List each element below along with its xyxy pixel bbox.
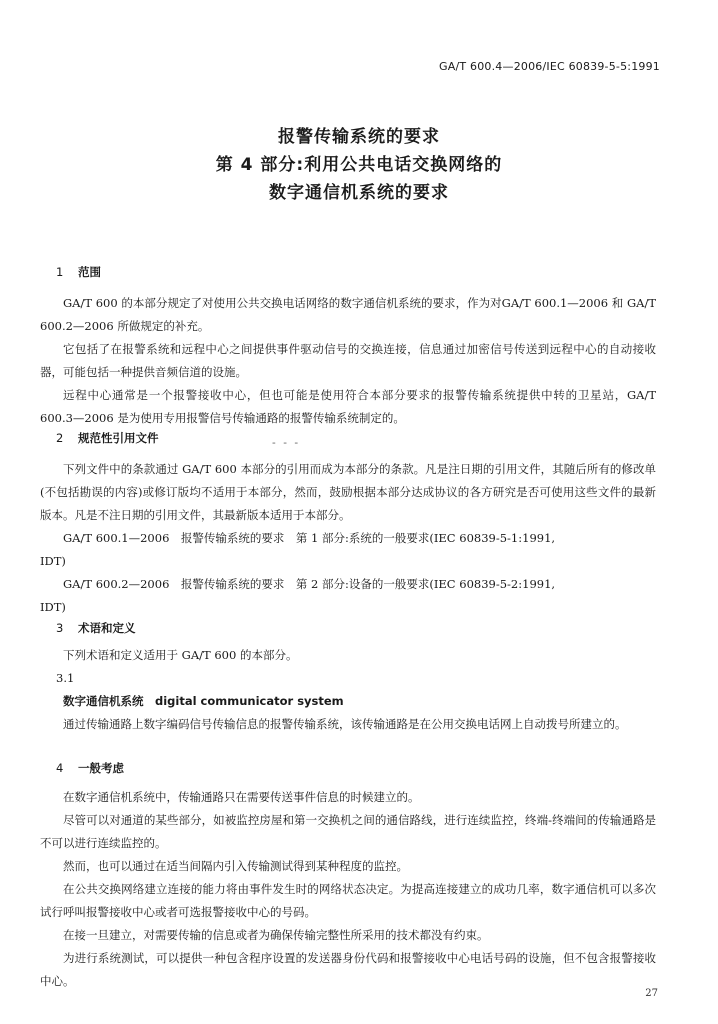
reference-1-line-2: IDT) — [40, 554, 66, 568]
section-1-paragraph-1: GA/T 600 的本部分规定了对使用公共交换电话网络的数字通信机系统的要求，作为对GA/T 600.1—2006 和 GA/T 600.2—2006 所做规定的补充。 — [40, 296, 656, 333]
section-number: 2 — [56, 431, 64, 445]
section-4-heading — [56, 760, 124, 776]
section-2-paragraph-1: 下列文件中的条款通过 GA/T 600 本部分的引用而成为本部分的条款。凡是注日期的引用文件，其随后所有的修改单(不包括勘误的内容)或修订版均不适用于本部分，然而，鼓励根据本部分达成协议的各方研究是否可使用这些文件的最新版本。凡是不注日期的引用文件，其最新版本适用于本部分。 — [40, 462, 656, 522]
reference-1-line-1: GA/T 600.1—2006 报警传输系统的要求 第 1 部分:系统的一般要求(IEC 60839-5-1:1991, — [63, 531, 556, 545]
section-title: 术语和定义 — [78, 621, 136, 635]
section-4-paragraph-4: 在公共交换网络建立连接的能力将由事件发生时的网络状态决定。为提高连接建立的成功几率，数字通信机可以多次试行呼叫报警接收中心或者可选报警接收中心的号码。 — [40, 882, 656, 919]
section-4-paragraph-6: 为进行系统测试，可以提供一种包含程序设置的发送器身份代码和报警接收中心电话号码的设施，但不包含报警接收中心。 — [40, 951, 656, 988]
title-line-2: 第 4 部分:利用公共电话交换网络的 — [215, 155, 503, 175]
section-4-paragraph-1: 在数字通信机系统中，传输通路只在需要传送事件信息的时候建立的。 — [63, 790, 420, 804]
page-number: 27 — [645, 988, 658, 999]
term-name: 数字通信机系统 digital communicator system — [63, 694, 344, 708]
section-number: 1 — [56, 265, 64, 279]
reference-2-line-1: GA/T 600.2—2006 报警传输系统的要求 第 2 部分:设备的一般要求(IEC 60839-5-2:1991, — [63, 577, 556, 591]
section-3-paragraph-1: 下列术语和定义适用于 GA/T 600 的本部分。 — [63, 648, 298, 662]
section-1-paragraph-2: 它包括了在报警系统和远程中心之间提供事件驱动信号的交换连接，信息通过加密信号传送到远程中心的自动接收器，可能包括一种提供音频信道的设施。 — [40, 342, 656, 379]
reference-2-line-2: IDT) — [40, 600, 66, 614]
section-1-paragraph-3: 远程中心通常是一个报警接收中心，但也可能是使用符合本部分要求的报警传输系统提供中转的卫星站，GA/T 600.3—2006 是为使用专用报警信号传输通路的报警传输系统制定的。 — [40, 388, 656, 425]
section-number: 4 — [56, 761, 64, 775]
section-title: 规范性引用文件 — [78, 431, 159, 445]
standard-number: GA/T 600.4—2006/IEC 60839-5-5:1991 — [439, 60, 660, 73]
section-4-paragraph-2: 尽管可以对通道的某些部分，如被监控房屋和第一交换机之间的通信路线，进行连续监控，终端-终端间的传输通路是不可以进行连续监控的。 — [40, 813, 656, 850]
section-4-paragraph-5: 在接一旦建立，对需要传输的信息或者为确保传输完整性所采用的技术都没有约束。 — [63, 928, 489, 942]
term-definition: 通过传输通路上数字编码信号传输信息的报警传输系统，该传输通路是在公用交换电话网上自动拨号所建立的。 — [63, 717, 627, 731]
title-line-1: 报警传输系统的要求 — [278, 127, 440, 147]
section-1-heading — [56, 264, 101, 280]
section-4-paragraph-3: 然而，也可以通过在适当间隔内引入传输测试得到某种程度的监控。 — [63, 859, 408, 873]
section-3-heading — [56, 620, 136, 636]
stray-mark: - - - — [272, 436, 301, 449]
section-2-heading — [56, 430, 159, 446]
term-number: 3.1 — [56, 671, 75, 685]
section-title: 一般考虑 — [78, 761, 124, 775]
section-title: 范围 — [78, 265, 101, 279]
section-number: 3 — [56, 621, 64, 635]
title-line-3: 数字通信机系统的要求 — [269, 183, 449, 203]
